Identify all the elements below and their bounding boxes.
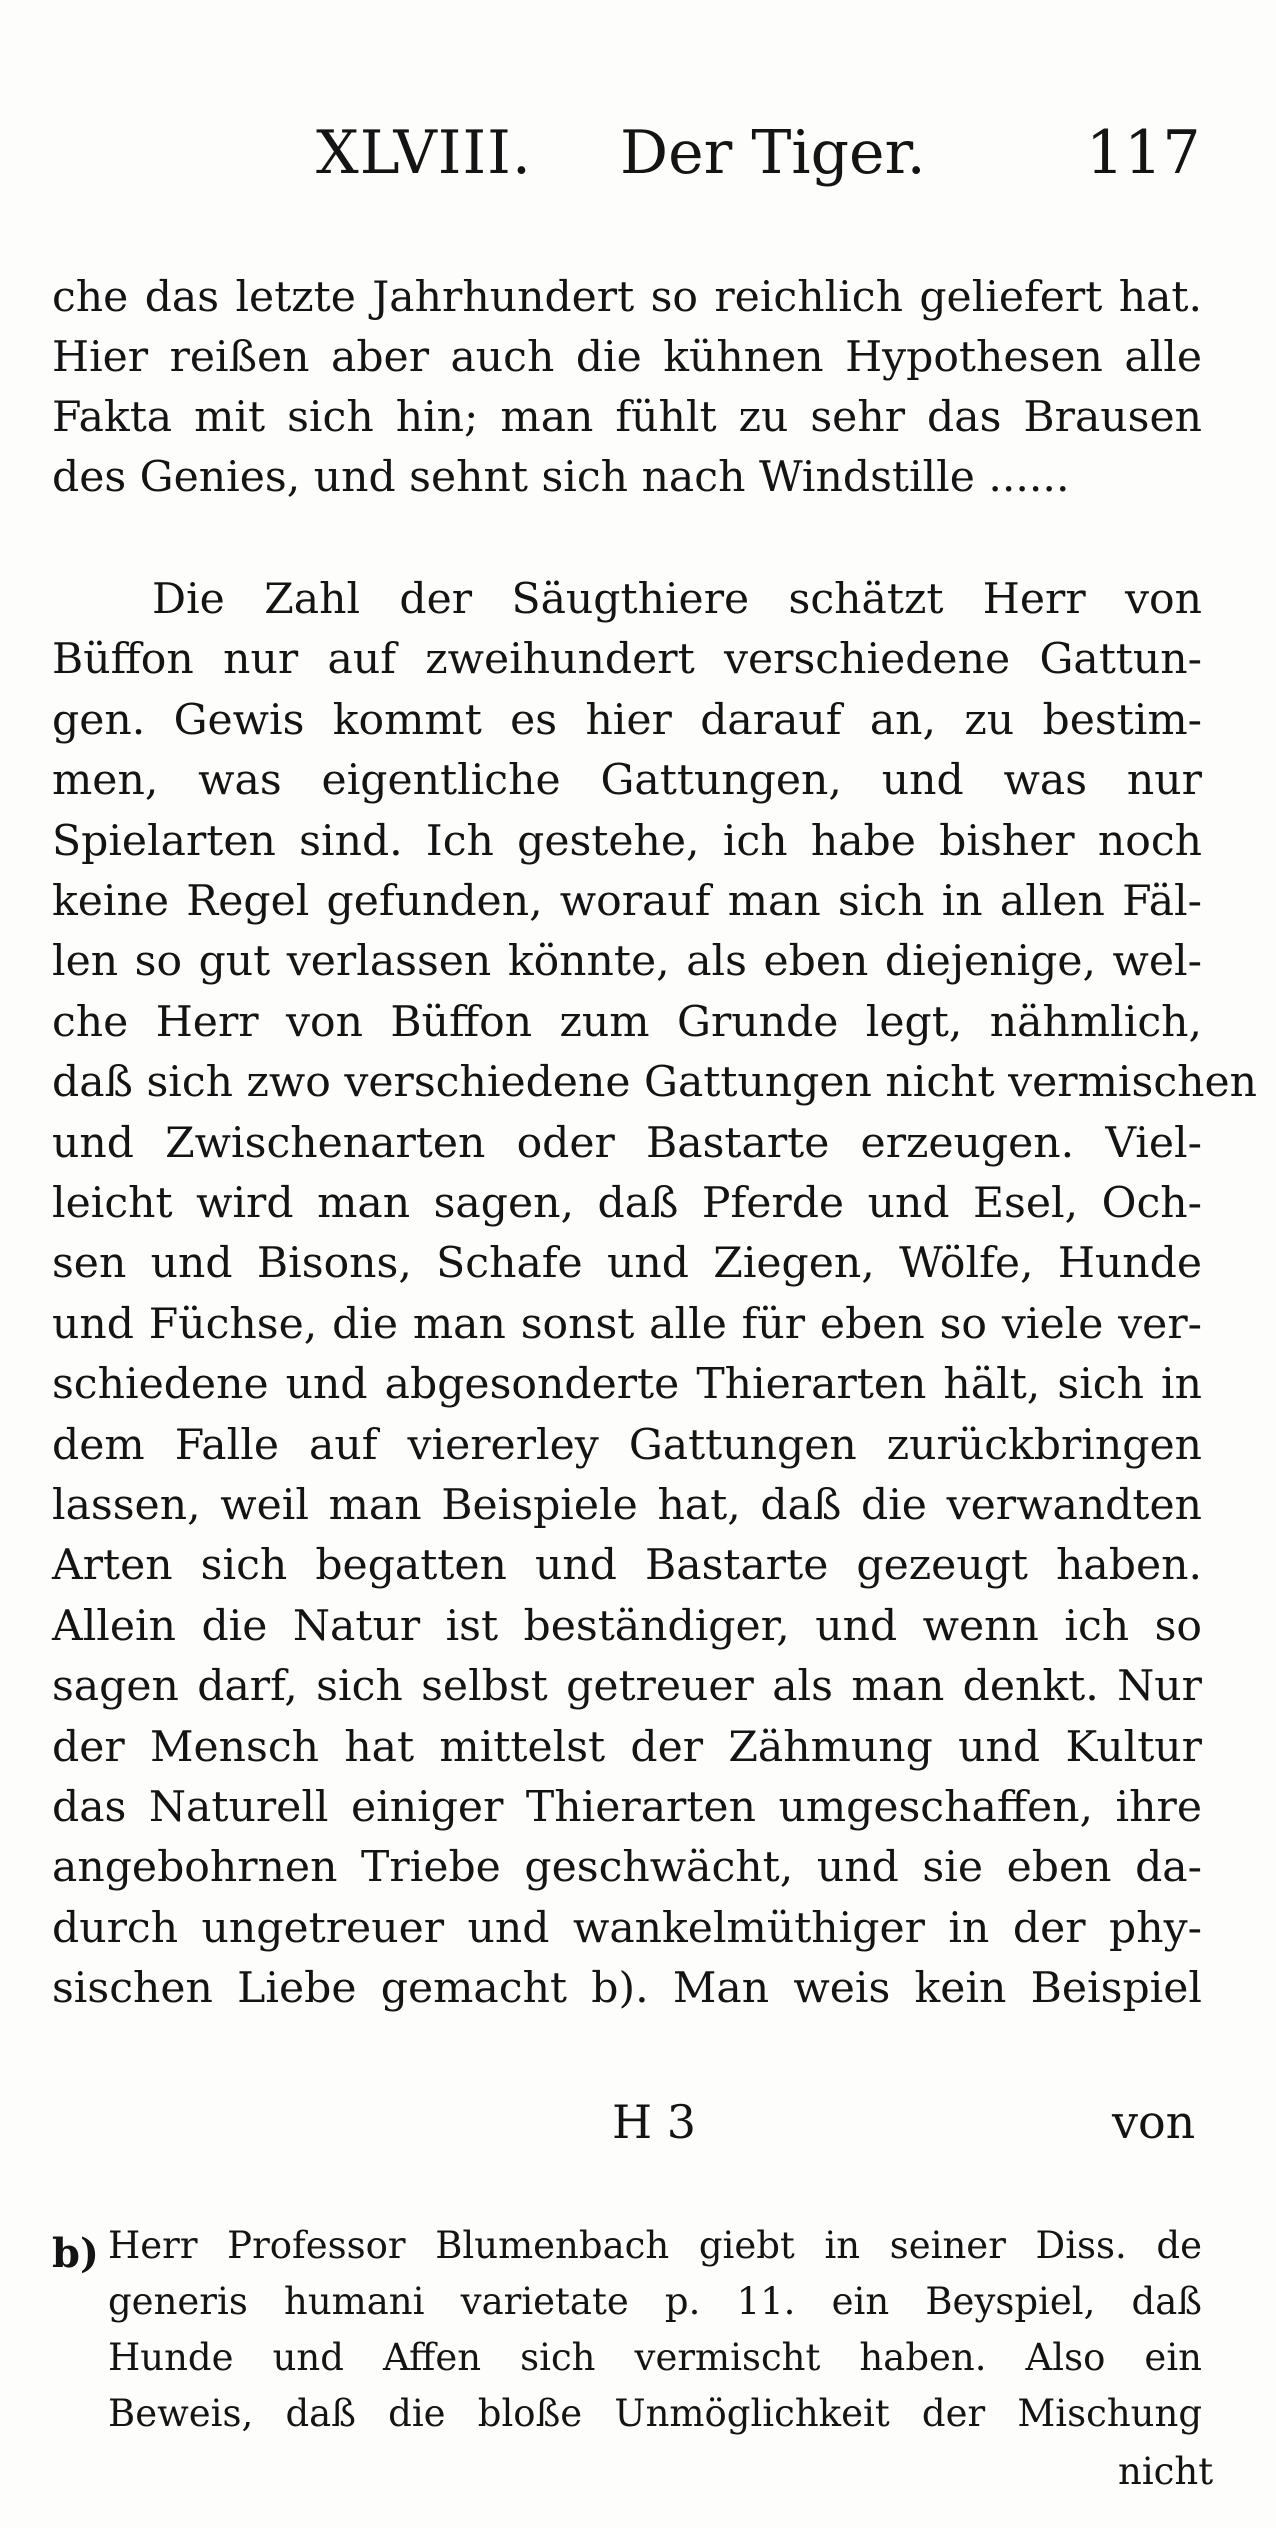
text-line (52, 1114, 1202, 1174)
text-line (52, 1476, 1202, 1536)
text-line (52, 1718, 1202, 1778)
text-line (52, 1899, 1202, 1959)
line-text: generis humani varietate p. 11. ein Beyspiel, daß (108, 2280, 1202, 2323)
text-line (52, 1778, 1202, 1838)
line-text: daß sich zwo verschiedene Gattungen nicht vermischen (52, 1058, 1258, 1108)
text-line (52, 388, 1202, 448)
line-text: Büffon nur auf zweihundert verschiedene Gattun- (52, 635, 1202, 685)
line-text: Fakta mit sich hin; man fühlt zu sehr das Brausen (52, 393, 1202, 442)
chapter-title: Der Tiger. (620, 118, 926, 188)
text-line (52, 812, 1202, 872)
line-text: sen und Bisons, Schafe und Ziegen, Wölfe, Hunde (52, 1239, 1202, 1289)
line-text: des Genies, und sehnt sich nach Windstille ...... (52, 453, 1070, 502)
text-line (52, 328, 1202, 388)
line-text: angebohrnen Triebe geschwächt, und sie eben da- (52, 1843, 1202, 1893)
line-text: durch ungetreuer und wankelmüthiger in der phy- (52, 1903, 1202, 1953)
signature-mark: H 3 (612, 2095, 697, 2149)
text-line (52, 993, 1202, 1053)
running-header (0, 118, 1276, 208)
text-line (108, 2274, 1202, 2330)
line-text: che Herr von Büffon zum Grunde legt, nähmlich, (52, 997, 1202, 1047)
line-text: Hier reißen aber auch die kühnen Hypothesen alle (52, 333, 1202, 382)
line-text: gen. Gewis kommt es hier darauf an, zu bestim- (52, 695, 1202, 745)
line-text: sagen darf, sich selbst getreuer als man denkt. Nur (52, 1662, 1202, 1712)
text-line (52, 1536, 1202, 1596)
text-line (108, 2330, 1202, 2386)
text-line (52, 1838, 1202, 1898)
text-line (52, 751, 1202, 811)
text-line (52, 268, 1202, 328)
text-line (108, 2386, 1202, 2442)
line-text: Spielarten sind. Ich gestehe, ich habe bisher noch (52, 816, 1202, 866)
text-line (52, 1234, 1202, 1294)
text-line (52, 1174, 1202, 1234)
line-text: Herr Professor Blumenbach giebt in seiner Diss. de (108, 2224, 1202, 2267)
footnote-catchword: nicht (1118, 2450, 1214, 2493)
line-text: und Zwischenarten oder Bastarte erzeugen. Viel- (52, 1118, 1202, 1168)
page-number: 117 (1086, 118, 1201, 188)
text-line (52, 1959, 1202, 2019)
line-text: Beweis, daß die bloße Unmöglichkeit der Mischung (108, 2392, 1202, 2435)
text-line (52, 1597, 1202, 1657)
catchword: von (1112, 2095, 1196, 2149)
line-text: che das letzte Jahrhundert so reichlich geliefert hat. (52, 273, 1202, 322)
line-text: sischen Liebe gemacht b). Man weis kein Beispiel (52, 1964, 1202, 2014)
text-line (52, 630, 1202, 690)
text-line (52, 448, 1202, 508)
text-line (52, 1657, 1202, 1717)
text-line (108, 2218, 1202, 2274)
chapter-number: XLVIII. (316, 118, 532, 188)
line-text: dem Falle auf viererley Gattungen zurückbringen (52, 1420, 1202, 1470)
footnote-marker: b) (52, 2230, 99, 2277)
line-text: schiedene und abgesonderte Thierarten hält, sich in (52, 1360, 1202, 1410)
line-text: der Mensch hat mittelst der Zähmung und Kultur (52, 1722, 1202, 1772)
text-line (52, 1416, 1202, 1476)
line-text: keine Regel gefunden, worauf man sich in allen Fäl- (52, 877, 1202, 926)
line-text: und Füchse, die man sonst alle für eben so viele ver- (52, 1299, 1202, 1349)
line-text: Allein die Natur ist beständiger, und wenn ich so (52, 1601, 1202, 1651)
text-line (52, 872, 1202, 932)
line-text: das Naturell einiger Thierarten umgeschaffen, ihre (52, 1783, 1202, 1832)
line-text: Die Zahl der Säugthiere schätzt Herr von (152, 575, 1202, 624)
text-line (52, 1295, 1202, 1355)
text-line (52, 1053, 1258, 1113)
text-line (52, 691, 1202, 751)
line-text: lassen, weil man Beispiele hat, daß die verwandten (52, 1481, 1202, 1530)
line-text: leicht wird man sagen, daß Pferde und Esel, Och- (52, 1179, 1202, 1228)
text-line (52, 932, 1202, 992)
text-line (152, 570, 1202, 630)
line-text: len so gut verlassen könnte, als eben diejenige, wel- (52, 937, 1202, 987)
line-text: Hunde und Affen sich vermischt haben. Also ein (108, 2336, 1202, 2379)
line-text: men, was eigentliche Gattungen, und was nur (52, 756, 1202, 806)
line-text: Arten sich begatten und Bastarte gezeugt haben. (52, 1541, 1202, 1591)
text-line (52, 1355, 1202, 1415)
